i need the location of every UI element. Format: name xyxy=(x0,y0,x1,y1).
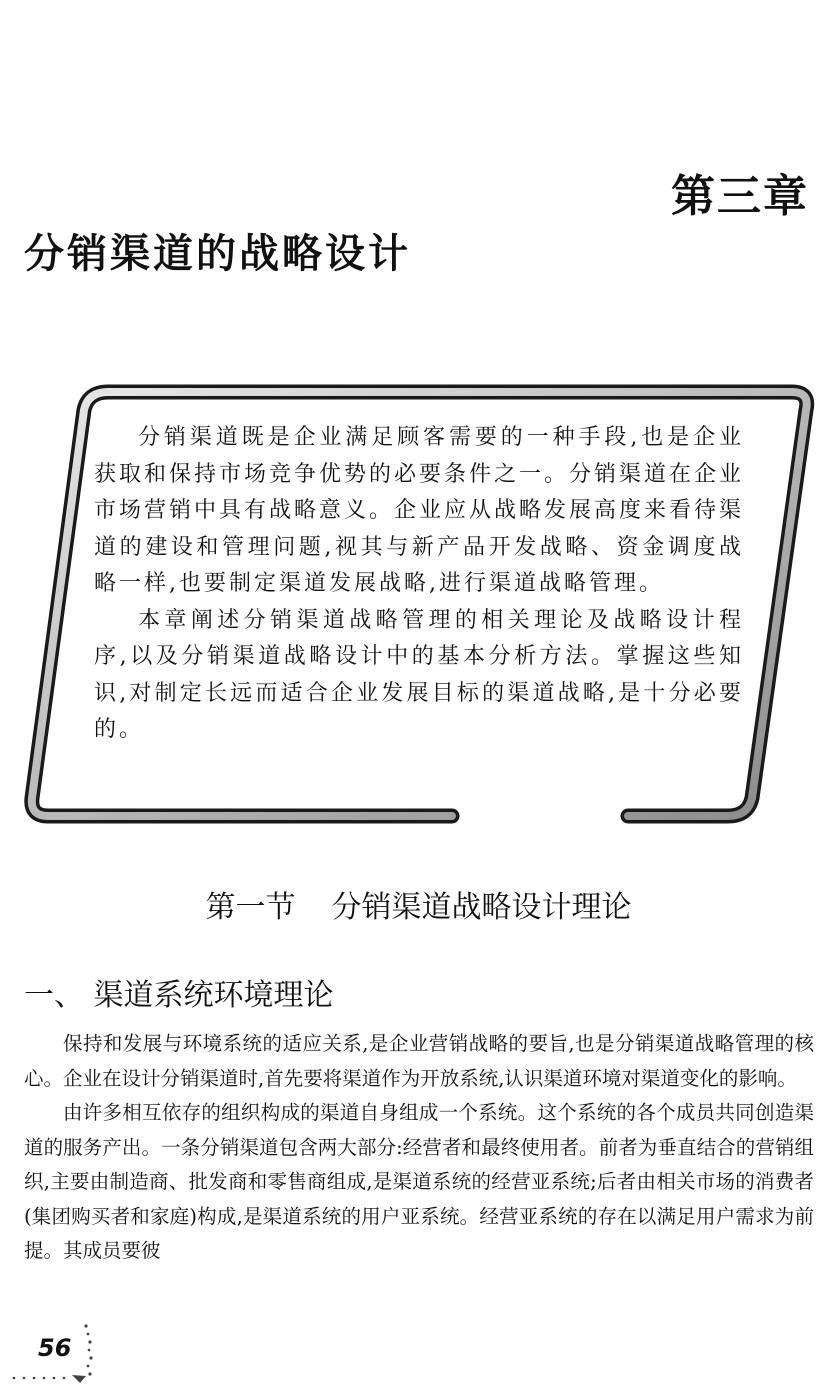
chapter-title: 分销渠道的战略设计 xyxy=(24,231,411,277)
body-text xyxy=(24,1027,814,1269)
intro-paragraph: 本章阐述分销渠道战略管理的相关理论及战略设计程序,以及分销渠道战略设计中的基本分析方法。掌握这些知识,对制定长远而适合企业发展目标的渠道战略,是十分必要的。 xyxy=(94,607,744,742)
section-heading xyxy=(0,882,837,926)
chapter-label: 第三章 xyxy=(671,171,809,222)
intro-paragraph: 分销渠道既是企业满足顾客需要的一种手段,也是企业获取和保持市场竞争优势的必要条件之一。分销渠道在企业市场营销中具有战略意义。企业应从战略发展高度来看待渠道的建设和管理问题,视其与新产品开发战略、资金调度战略一样,也要制定渠道发展战略,进行渠道战略管理。 xyxy=(94,425,745,596)
body-paragraph: 由许多相互依存的组织构成的渠道自身组成一个系统。这个系统的各个成员共同创造渠道的服务产出。一条分销渠道包含两大部分:经营者和最终使用者。前者为垂直结合的营销组织,主要由制造商、批发商和零售商组成,是渠道系统的经营亚系统;后者由相关市场的消费者(集团购买者和家庭)构成,是渠道系统的用户亚系统。经营亚系统的存在以满足用户需求为前提。其成员要彼 xyxy=(24,1101,814,1262)
section-title: 分销渠道战略设计理论 xyxy=(331,890,632,925)
page-number: 56 xyxy=(38,1334,72,1362)
section-number: 第一节 xyxy=(205,890,296,925)
subsection-title: 一、 渠道系统环境理论 xyxy=(24,978,334,1013)
intro-text xyxy=(94,420,744,749)
body-paragraph: 保持和发展与环境系统的适应关系,是企业营销战略的要旨,也是分销渠道战略管理的核心。企业在设计分销渠道时,首先要将渠道作为开放系统,认识渠道环境对渠道变化的影响。 xyxy=(24,1032,814,1090)
